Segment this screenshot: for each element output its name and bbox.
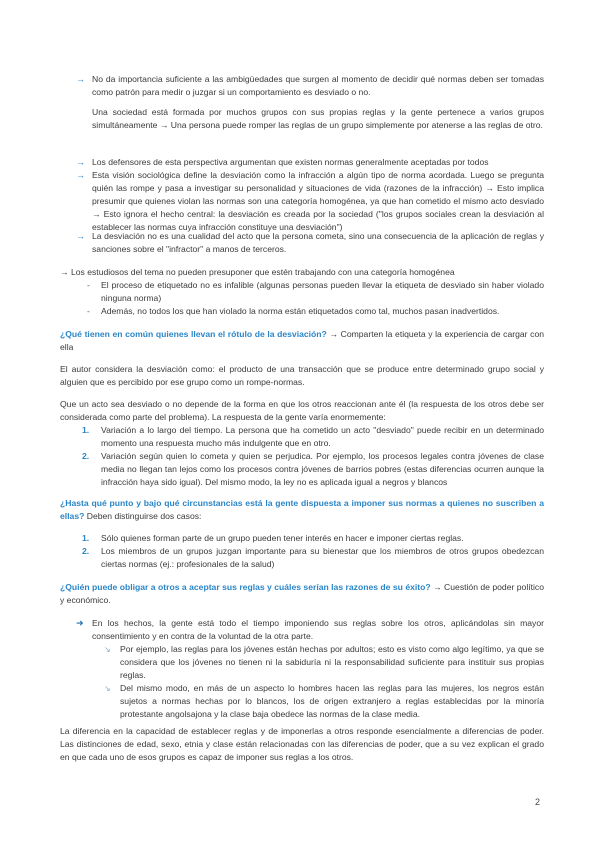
studies-item-1: El proceso de etiquetado no es infalible (algunas personas pueden llevar la etiqueta de desviado sin haber violado ninguna norma) bbox=[101, 280, 544, 303]
bold-arrow-bullet-icon: ➜ bbox=[76, 618, 84, 628]
defenders-item-2: Esta visión sociológica define la desviación como la infracción a algún tipo de norma acordada. Luego se pregunta quién las rompe y pasa a investigar su personalidad y situaciones de vida (razones de la infracción) → Esto implica presumir que quienes violan las normas son una categoría homogénea, ya que han cometido el mismo acto desviado → Esto ignora el hecho central: la desviación es creada por la sociedad ("los grupos sociales crean la desviación al establecer las normas cuya infracción constituye una desviación") bbox=[92, 170, 544, 232]
list-number: 2. bbox=[82, 451, 90, 461]
arrow-bullet-icon: → bbox=[76, 231, 85, 241]
q1-paragraph bbox=[60, 328, 544, 354]
list-number: 1. bbox=[82, 533, 90, 543]
studies-item-2: Además, no todos los que han violado la norma están etiquetados como tal, muchos pasan inadvertidos. bbox=[101, 306, 500, 316]
list-number: 2. bbox=[82, 546, 90, 556]
arrow-bullet-icon: → bbox=[76, 74, 85, 84]
dash-bullet: - bbox=[87, 306, 90, 316]
dash-bullet: - bbox=[87, 280, 90, 290]
reaction-intro: Que un acto sea desviado o no depende de la forma en que los otros reaccionan ante él (la respuesta de los otros debe ser considerada como parte del problema). La respuesta de la gente varía enormemente: bbox=[60, 399, 544, 422]
q2-item-1: Sólo quienes forman parte de un grupo pueden tener interés en hacer e imponer ciertas reglas. bbox=[101, 533, 464, 543]
top-item-1: No da importancia suficiente a las ambigüedades que surgen al momento de decidir qué normas deben ser tomadas como patrón para medir o juzgar si un comportamiento es desviado o no. bbox=[92, 74, 544, 97]
top-item-2: Una sociedad está formada por muchos grupos con sus propias reglas y la gente pertenece a varios grupos simultáneamente → Una persona puede romper las reglas de un grupo simplemente por atenerse a las reglas de otro. bbox=[92, 107, 544, 130]
q3-paragraph bbox=[60, 581, 544, 607]
q2-paragraph bbox=[60, 497, 544, 523]
arrow-bullet-icon: → bbox=[76, 157, 85, 167]
q2-item-2: Los miembros de un grupos juzgan importante para su bienestar que los miembros de otros grupos obedezcan ciertas normas (ej.: profesionales de la salud) bbox=[101, 546, 544, 569]
q3-main: En los hechos, la gente está todo el tiempo imponiendo sus reglas sobre los otros, aplicándolas sin mayor consentimiento y en contra de la voluntad de la otra parte. bbox=[92, 618, 544, 641]
arrow-bullet-icon: → bbox=[76, 170, 85, 180]
sub-arrow-bullet-icon: ↘ bbox=[104, 684, 111, 693]
page-number: 2 bbox=[534, 797, 540, 807]
q3-sub-1: Por ejemplo, las reglas para los jóvenes están hechas por adultos; esto es visto como algo legítimo, ya que se considera que los jóvenes no tienen ni la sabiduría ni la responsabilidad suficiente para instituir sus propias reglas. bbox=[120, 644, 544, 680]
q3-answer: → Cuestión de poder político y económico. bbox=[60, 582, 544, 605]
reaction-item-2: Variación según quien lo cometa y quien se perjudica. Por ejemplo, los procesos legales contra jóvenes de clase media no llegan tan lejos como los procesos contra jóvenes de barrios pobres (estas diferencias ocurren aunque la infracción haya sido igual). Del mismo modo, la ley no es aplicada igual a negros y blancos bbox=[101, 451, 544, 487]
defenders-item-3: La desviación no es una cualidad del acto que la persona cometa, sino una consecuencia de la aplicación de reglas y sanciones sobre el "infractor" a manos de terceros. bbox=[92, 231, 544, 254]
q1-question: ¿Qué tienen en común quienes llevan el rótulo de la desviación? bbox=[60, 329, 327, 339]
sub-arrow-bullet-icon: ↘ bbox=[104, 645, 111, 654]
reaction-item-1: Variación a lo largo del tiempo. La persona que ha cometido un acto "desviado" puede recibir en un determinado momento una respuesta mucho más indulgente que en otro. bbox=[101, 425, 544, 448]
q3-sub-2: Del mismo modo, en más de un aspecto lo hombres hacen las reglas para las mujeres, los negros están sujetos a normas hechas por lo blancos, los de origen extranjero a reglas establecidas por la minoría protestante angolsajona y la clase baja obedece las normas de la clase media. bbox=[120, 683, 544, 719]
q2-question: ¿Hasta qué punto y bajo qué circunstancias está la gente dispuesta a imponer sus normas a quienes no suscriben a ellas? bbox=[60, 498, 544, 521]
studies-intro: → Los estudiosos del tema no pueden presuponer que estén trabajando con una categoría homogénea bbox=[60, 267, 455, 277]
q1-answer: → Comparten la etiqueta y la experiencia de cargar con ella bbox=[60, 329, 545, 352]
defenders-item-1: Los defensores de esta perspectiva argumentan que existen normas generalmente aceptadas por todos bbox=[92, 157, 489, 167]
closing-paragraph: La diferencia en la capacidad de establecer reglas y de imponerlas a otros responde esencialmente a diferencias de poder. Las distinciones de edad, sexo, etnia y clase están relacionadas con las diferencias de poder, que a su vez explican el grado en que cada uno de esos grupos es capaz de imponer sus reglas a los otros. bbox=[60, 726, 544, 762]
q3-question: ¿Quién puede obligar a otros a aceptar sus reglas y cuáles serían las razones de su éxito? bbox=[60, 582, 431, 592]
q2-answer: Deben distinguirse dos casos: bbox=[84, 511, 202, 521]
author-paragraph: El autor considera la desviación como: el producto de una transacción que se produce entre determinado grupo social y alguien que es percibido por ese grupo como un rompe-normas. bbox=[60, 364, 544, 387]
list-number: 1. bbox=[82, 425, 90, 435]
